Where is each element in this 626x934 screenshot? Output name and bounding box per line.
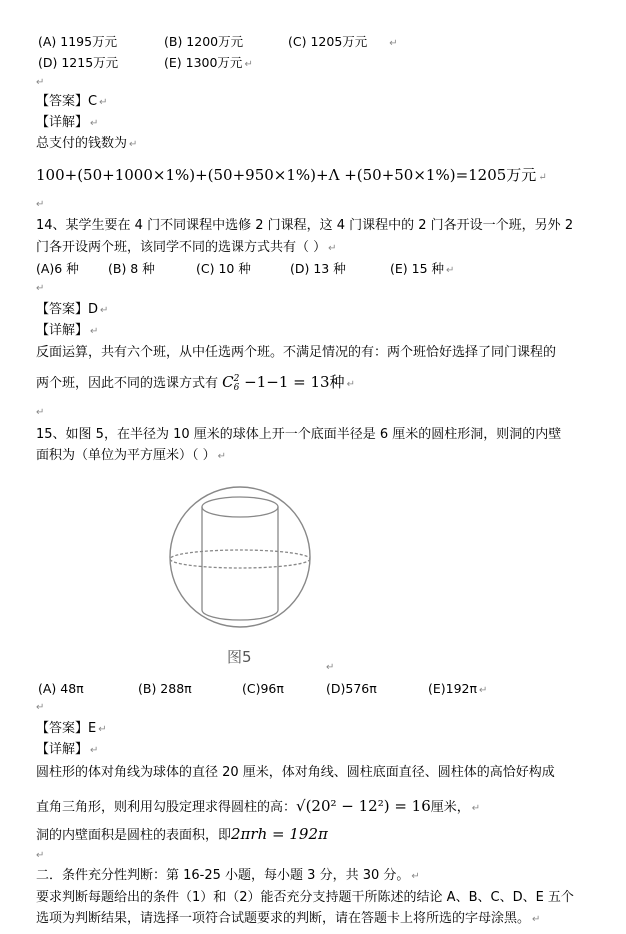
paragraph-mark: ↵	[326, 662, 335, 673]
q13-detail-label: 【详解】 ↵	[36, 115, 99, 130]
q15-option-e: (E)192π ↵	[428, 681, 488, 696]
cylinder-top-ellipse	[202, 497, 278, 517]
q14-answer: 【答案】D ↵	[36, 302, 109, 317]
paragraph-mark: ↵	[36, 407, 45, 418]
section2-heading: 二．条件充分性判断：第 16-25 小题，每小题 3 分，共 30 分。 ↵	[36, 868, 420, 883]
q13-option-b: (B) 1200万元	[164, 34, 244, 49]
q15-answer: 【答案】E ↵	[36, 721, 107, 736]
paragraph-mark: ↵	[36, 199, 45, 210]
q15-question-line1: 15、如图 5，在半径为 10 厘米的球体上开一个底面半径是 6 厘米的圆柱形洞，则洞的内壁	[36, 427, 562, 442]
sphere-equator-dashed	[170, 550, 310, 568]
q15-option-b: (B) 288π	[138, 681, 192, 696]
figure-5-sphere-cylinder	[160, 475, 320, 675]
q14-option-d: (D) 13 种	[290, 261, 346, 276]
paragraph-mark: ↵	[36, 77, 45, 88]
q15-option-a: (A) 48π	[38, 681, 84, 696]
figure-caption: 图5	[227, 648, 252, 666]
q13-answer: 【答案】C ↵	[36, 94, 108, 109]
q15-detail-line1: 圆柱形的体对角线为球体的直径 20 厘米，体对角线、圆柱底面直径、圆柱体的高恰好构成	[36, 765, 555, 780]
q15-option-d: (D)576π	[326, 681, 377, 696]
q14-option-c: (C) 10 种	[196, 261, 251, 276]
q13-detail-intro: 总支付的钱数为 ↵	[36, 136, 138, 151]
q13-option-a: (A) 1195万元	[38, 34, 118, 49]
q15-detail-label: 【详解】 ↵	[36, 742, 99, 757]
paragraph-mark: ↵	[36, 850, 45, 861]
q15-question-line2: 面积为（单位为平方厘米）（ ） ↵	[36, 448, 227, 463]
cylinder-bottom-arc	[202, 610, 278, 620]
q15-detail-line2: 直角三角形，则利用勾股定理求得圆柱的高：√(20² − 12²) = 16厘米， ↵	[36, 797, 481, 815]
q14-detail-label: 【详解】 ↵	[36, 323, 99, 338]
q14-question-line1: 14、某学生要在 4 门不同课程中选修 2 门课程，这 4 门课程中的 2 门各开设一个班，另外 2	[36, 218, 574, 233]
q14-detail-line1: 反面运算，共有六个班，从中任选两个班。不满足情况的有：两个班恰好选择了同门课程的	[36, 345, 557, 360]
q14-option-e: (E) 15 种 ↵	[390, 261, 455, 276]
section2-instruction-line1: 要求判断每题给出的条件（1）和（2）能否充分支持题干所陈述的结论 A、B、C、D、E 五个	[36, 890, 574, 905]
q13-option-d: (D) 1215万元	[38, 55, 119, 70]
q13-option-c: (C) 1205万元 ↵	[288, 34, 398, 49]
q14-question-line2: 门各开设两个班，该同学不同的选课方式共有（ ） ↵	[36, 240, 337, 255]
paragraph-mark: ↵	[36, 283, 45, 294]
q15-option-c: (C)96π	[242, 681, 284, 696]
q13-formula: 100+(50+1000×1%)+(50+950×1%)+Λ +(50+50×1%)=1205万元 ↵	[36, 166, 547, 184]
q14-detail-line2: 两个班，因此不同的选课方式有 C 2 6 −1−1 = 13种 ↵	[36, 373, 355, 393]
section2-instruction-line2: 选项为判断结果，请选择一项符合试题要求的判断，请在答题卡上将所选的字母涂黑。 ↵	[36, 911, 541, 926]
paragraph-mark: ↵	[36, 702, 45, 713]
q13-option-e: (E) 1300万元 ↵	[164, 55, 253, 70]
q14-option-a: (A)6 种	[36, 261, 79, 276]
q15-detail-line3: 洞的内壁面积是圆柱的表面积，即2πrh = 192π	[36, 825, 328, 843]
sphere-outline	[170, 487, 310, 627]
q14-option-b: (B) 8 种	[108, 261, 155, 276]
